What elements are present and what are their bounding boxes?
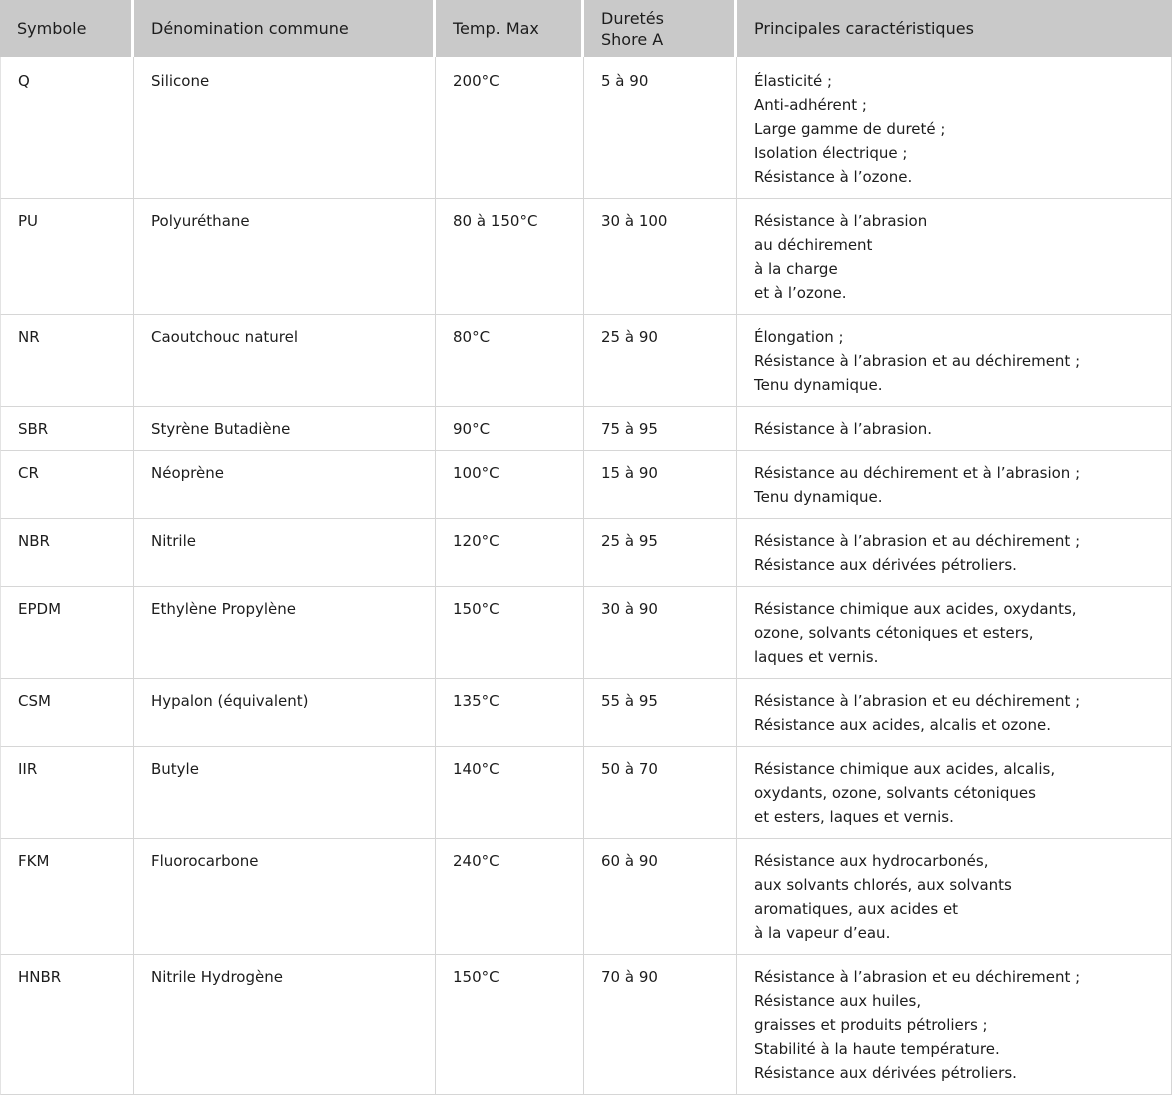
cell-name: Butyle — [134, 747, 436, 839]
cell-shore: 55 à 95 — [584, 679, 737, 747]
cell-symbol: IIR — [0, 747, 134, 839]
cell-temp: 150°C — [436, 587, 584, 679]
cell-symbol: Q — [0, 57, 134, 199]
table-body — [0, 57, 1172, 1095]
cell-traits: Résistance à l’abrasion et au déchirement ; Résistance aux dérivées pétroliers. — [737, 519, 1172, 587]
table-row — [0, 407, 1172, 451]
cell-shore: 30 à 100 — [584, 199, 737, 315]
cell-name: Nitrile — [134, 519, 436, 587]
column-header-duretes-line2: Shore A — [601, 29, 664, 49]
table-row — [0, 519, 1172, 587]
cell-symbol: NR — [0, 315, 134, 407]
cell-traits: Résistance au déchirement et à l’abrasion ; Tenu dynamique. — [737, 451, 1172, 519]
cell-symbol: SBR — [0, 407, 134, 451]
cell-traits: Résistance chimique aux acides, oxydants, ozone, solvants cétoniques et esters, laques et vernis. — [737, 587, 1172, 679]
cell-temp: 135°C — [436, 679, 584, 747]
cell-shore: 70 à 90 — [584, 955, 737, 1095]
cell-traits: Résistance à l’abrasion au déchirement à la charge et à l’ozone. — [737, 199, 1172, 315]
cell-temp: 80°C — [436, 315, 584, 407]
cell-name: Styrène Butadiène — [134, 407, 436, 451]
column-header-symbole: Symbole — [0, 0, 134, 57]
table-row — [0, 679, 1172, 747]
cell-shore: 50 à 70 — [584, 747, 737, 839]
cell-traits: Élongation ; Résistance à l’abrasion et au déchirement ; Tenu dynamique. — [737, 315, 1172, 407]
cell-traits: Résistance à l’abrasion et eu déchirement ; Résistance aux huiles, graisses et produits pétroliers ; Stabilité à la haute température. Résistance aux dérivées pétroliers. — [737, 955, 1172, 1095]
cell-temp: 200°C — [436, 57, 584, 199]
cell-shore: 5 à 90 — [584, 57, 737, 199]
cell-shore: 25 à 95 — [584, 519, 737, 587]
table-row — [0, 747, 1172, 839]
table-row — [0, 839, 1172, 955]
table-row — [0, 451, 1172, 519]
cell-shore: 30 à 90 — [584, 587, 737, 679]
table-row — [0, 199, 1172, 315]
column-header-duretes-shore-a — [584, 0, 737, 57]
cell-symbol: FKM — [0, 839, 134, 955]
cell-symbol: PU — [0, 199, 134, 315]
cell-shore: 25 à 90 — [584, 315, 737, 407]
table-row — [0, 57, 1172, 199]
cell-name: Nitrile Hydrogène — [134, 955, 436, 1095]
cell-name: Polyuréthane — [134, 199, 436, 315]
cell-temp: 120°C — [436, 519, 584, 587]
cell-traits: Élasticité ; Anti-adhérent ; Large gamme de dureté ; Isolation électrique ; Résistance à l’ozone. — [737, 57, 1172, 199]
cell-temp: 90°C — [436, 407, 584, 451]
cell-symbol: CR — [0, 451, 134, 519]
column-header-denomination: Dénomination commune — [134, 0, 436, 57]
cell-temp: 100°C — [436, 451, 584, 519]
column-header-duretes-line1: Duretés — [601, 8, 664, 28]
cell-symbol: NBR — [0, 519, 134, 587]
cell-name: Ethylène Propylène — [134, 587, 436, 679]
cell-traits: Résistance à l’abrasion et eu déchirement ; Résistance aux acides, alcalis et ozone. — [737, 679, 1172, 747]
cell-shore: 75 à 95 — [584, 407, 737, 451]
cell-name: Hypalon (équivalent) — [134, 679, 436, 747]
table-row — [0, 587, 1172, 679]
table-row — [0, 315, 1172, 407]
cell-symbol: CSM — [0, 679, 134, 747]
cell-traits: Résistance chimique aux acides, alcalis, oxydants, ozone, solvants cétoniques et esters, laques et vernis. — [737, 747, 1172, 839]
cell-name: Fluorocarbone — [134, 839, 436, 955]
cell-shore: 60 à 90 — [584, 839, 737, 955]
cell-traits: Résistance aux hydrocarbonés, aux solvants chlorés, aux solvants aromatiques, aux acides et à la vapeur d’eau. — [737, 839, 1172, 955]
cell-temp: 80 à 150°C — [436, 199, 584, 315]
cell-symbol: EPDM — [0, 587, 134, 679]
header-row — [0, 0, 1172, 57]
cell-temp: 140°C — [436, 747, 584, 839]
cell-name: Caoutchouc naturel — [134, 315, 436, 407]
cell-symbol: HNBR — [0, 955, 134, 1095]
cell-temp: 150°C — [436, 955, 584, 1095]
cell-traits: Résistance à l’abrasion. — [737, 407, 1172, 451]
column-header-caracteristiques: Principales caractéristiques — [737, 0, 1172, 57]
cell-name: Néoprène — [134, 451, 436, 519]
column-header-temp-max: Temp. Max — [436, 0, 584, 57]
cell-name: Silicone — [134, 57, 436, 199]
cell-temp: 240°C — [436, 839, 584, 955]
table-row — [0, 955, 1172, 1095]
cell-shore: 15 à 90 — [584, 451, 737, 519]
